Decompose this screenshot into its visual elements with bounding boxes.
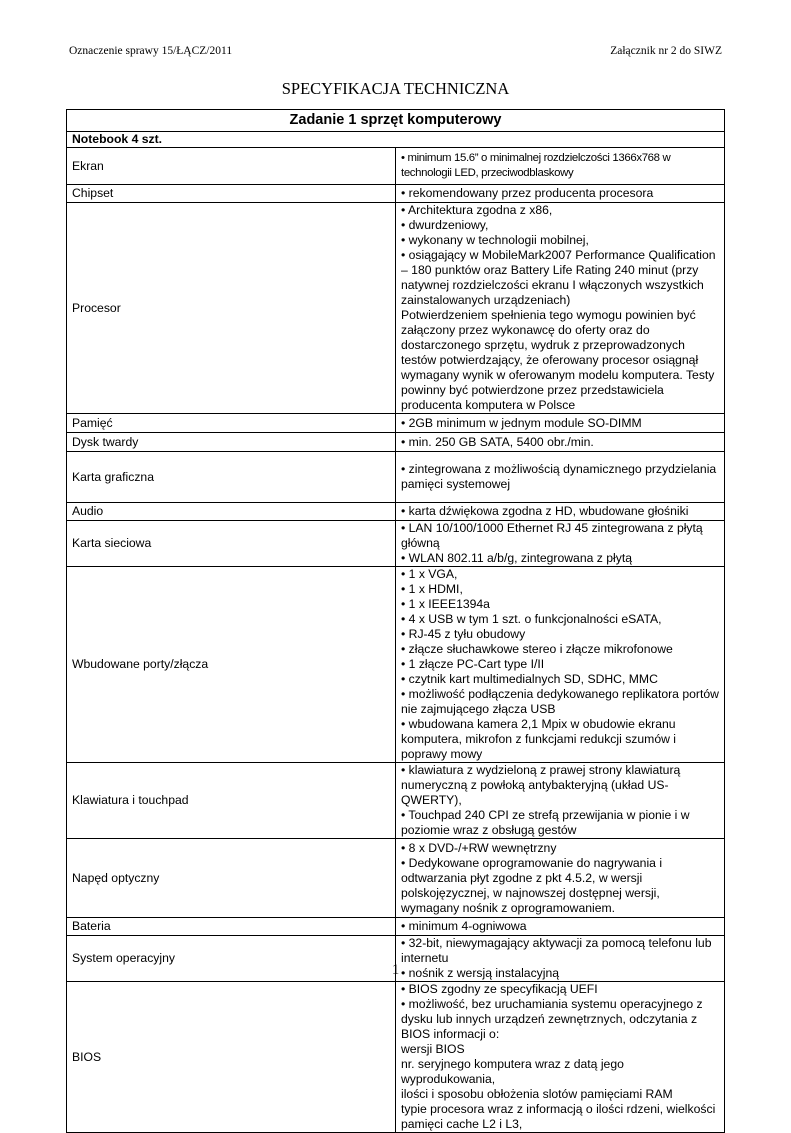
spec-value [396,918,725,936]
spec-line: • minimum 15.6” o minimalnej rozdzielczości 1366x768 w technologii LED, przeciwodblaskowy [401,152,671,179]
spec-line: • dwurdzeniowy, [401,218,489,232]
spec-row [67,521,725,567]
spec-value [396,433,725,452]
spec-line: • karta dźwiękowa zgodna z HD, wbudowane głośniki [401,504,689,518]
spec-line: • wbudowana kamera 2,1 Mpix w obudowie ekranu komputera, mikrofon z funkcjami redukcji szumów i poprawy mowy [401,717,676,761]
spec-line: • 1 x HDMI, [401,582,463,596]
spec-label: Bateria [67,918,396,936]
spec-line: • 32-bit, niewymagający aktywacji za pomocą telefonu lub internetu [401,936,712,965]
spec-line: • 1 złącze PC-Cart type I/II [401,657,545,671]
spec-line: • złącze słuchawkowe stereo i złącze mikrofonowe [401,642,673,656]
spec-label: Klawiatura i touchpad [67,763,396,839]
section-title: Notebook 4 szt. [67,132,725,148]
spec-label: Pamięć [67,414,396,433]
spec-label: System operacyjny [67,936,396,982]
spec-row [67,503,725,521]
spec-line: • 1 x VGA, [401,567,458,581]
spec-value [396,503,725,521]
spec-line: • wykonany w technologii mobilnej, [401,233,589,247]
spec-line: • LAN 10/100/1000 Ethernet RJ 45 zintegrowana z płytą główną [401,521,703,550]
spec-value [396,763,725,839]
spec-label: Karta graficzna [67,452,396,503]
spec-value [396,982,725,1133]
spec-label: Wbudowane porty/złącza [67,567,396,763]
spec-line: • Architektura zgodna z x86, [401,203,553,217]
spec-row [67,414,725,433]
spec-label: Karta sieciowa [67,521,396,567]
spec-line: Potwierdzeniem spełnienia tego wymogu powinien być załączony przez wykonawcę do oferty oraz do dostarczonego sprzętu, wydruk z przeprowadzonych testów potwierdzający, że oferowany procesor osiągnął wymagany wynik w oferowanym modelu komputera. Testy powinny być potwierdzone przez przedstawiciela producenta komputera w Polsce [401,308,715,412]
spec-value [396,203,725,414]
document-title: SPECYFIKACJA TECHNICZNA [281,79,510,98]
spec-row [67,918,725,936]
spec-value [396,148,725,185]
spec-line: • osiągający w MobileMark2007 Performance Qualification – 180 punktów oraz Battery Life Rating 240 minut (przy natywnej rozdzielczości ekranu I włączonych wszystkich zainstalowanych urządzeniach) [401,248,716,307]
spec-row [67,203,725,414]
spec-line: • zintegrowana z możliwością dynamicznego przydzielania pamięci systemowej [401,462,717,491]
spec-row [67,433,725,452]
spec-line: nr. seryjnego komputera wraz z datą jego wyprodukowania, [401,1057,624,1086]
spec-line: • Touchpad 240 CPI ze strefą przewijania w pionie i w poziomie wraz z obsługą gestów [401,808,690,837]
spec-value [396,521,725,567]
page-number: 1 [391,962,400,978]
attachment-reference: Załącznik nr 2 do SIWZ [610,45,722,57]
spec-row [67,567,725,763]
spec-label: Audio [67,503,396,521]
spec-row [67,148,725,185]
spec-line: • WLAN 802.11 a/b/g, zintegrowana z płytą [401,551,632,565]
spec-line: • 4 x USB w tym 1 szt. o funkcjonalności eSATA, [401,612,662,626]
spec-line: • 2GB minimum w jednym module SO-DIMM [401,415,642,430]
section-row [67,132,725,148]
spec-value [396,839,725,918]
spec-label: Ekran [67,148,396,185]
spec-value [396,567,725,763]
spec-line: • min. 250 GB SATA, 5400 obr./min. [401,434,594,449]
spec-row [67,839,725,918]
spec-line: • 1 x IEEE1394a [401,597,490,611]
spec-line: • 8 x DVD-/+RW wewnętrzny [401,840,557,855]
spec-line: • minimum 4-ogniwowa [401,919,527,933]
specification-table [66,109,725,1133]
spec-label: Dysk twardy [67,433,396,452]
spec-line: • nośnik z wersją instalacyjną [401,966,560,980]
spec-label: Chipset [67,185,396,203]
spec-value [396,414,725,433]
case-reference: Oznaczenie sprawy 15/ŁĄCZ/2011 [69,45,233,57]
spec-label: Napęd optyczny [67,839,396,918]
spec-line: • RJ-45 z tyłu obudowy [401,627,526,641]
spec-line: typie procesora wraz z informacją o ilości rdzeni, wielkości pamięci cache L2 i L3, [401,1102,716,1131]
task-title-row [67,110,725,132]
spec-line: • czytnik kart multimedialnych SD, SDHC, MMC [401,672,658,686]
spec-line: ilości i sposobu obłożenia slotów pamięciami RAM [401,1087,673,1101]
spec-line: • BIOS zgodny ze specyfikacją UEFI [401,982,598,996]
spec-row [67,185,725,203]
spec-line: • możliwość podłączenia dedykowanego replikatora portów nie zajmującego złącza USB [401,687,719,716]
spec-line: • Dedykowane oprogramowanie do nagrywania i odtwarzania płyt zgodne z pkt 4.5.2, w wersji polskojęzycznej, w najnowszej dostępnej wersji, wymagany nośnik z oprogramowaniem. [401,855,663,915]
spec-line: wersji BIOS [401,1042,465,1056]
spec-label: Procesor [67,203,396,414]
spec-line: • klawiatura z wydzieloną z prawej strony klawiaturą numeryczną z powłoką antybakteryjną (układ US-QWERTY), [401,763,681,807]
spec-row [67,452,725,503]
spec-row [67,982,725,1133]
spec-value [396,452,725,503]
spec-line: • rekomendowany przez producenta procesora [401,186,654,200]
spec-value [396,185,725,203]
spec-row [67,763,725,839]
spec-line: • możliwość, bez uruchamiania systemu operacyjnego z dysku lub innych urządzeń zewnętrznych, odczytania z BIOS informacji o: [401,997,703,1041]
spec-label: BIOS [67,982,396,1133]
task-title: Zadanie 1 sprzęt komputerowy [67,110,725,132]
